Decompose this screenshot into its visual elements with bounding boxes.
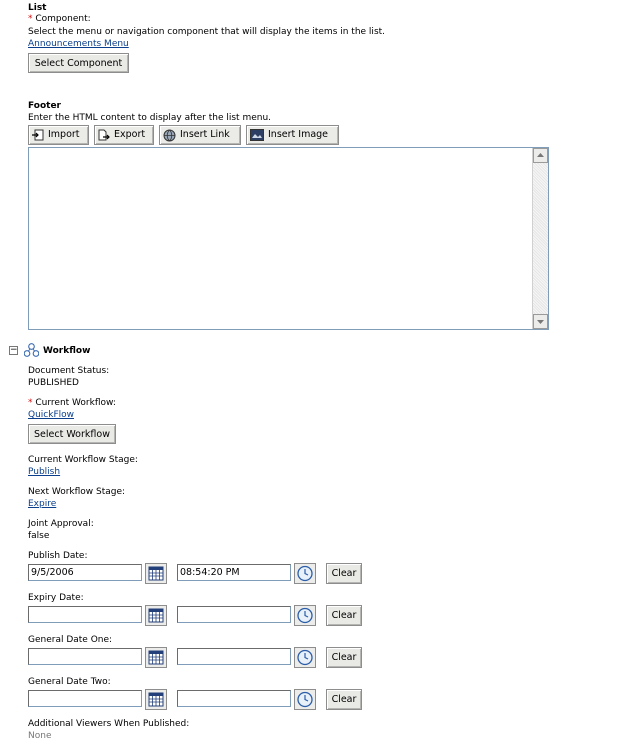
- calendar-icon: [146, 564, 166, 583]
- clock-icon: [295, 648, 315, 667]
- insert-image-button[interactable]: [246, 125, 339, 145]
- current-workflow-label-row: [28, 398, 116, 409]
- export-button[interactable]: [94, 125, 154, 145]
- select-component-button[interactable]: Select Component: [28, 53, 129, 73]
- workflow-icon: [24, 343, 39, 357]
- joint-approval-label: Joint Approval:: [28, 519, 94, 529]
- insert-link-label: Insert Link: [180, 129, 230, 140]
- list-heading: List: [28, 3, 47, 13]
- current-workflow-link[interactable]: QuickFlow: [28, 410, 74, 420]
- publish-date-input[interactable]: 9/5/2006: [28, 564, 142, 581]
- general-date-two-calendar-button[interactable]: [145, 689, 167, 710]
- calendar-icon: [146, 690, 166, 709]
- import-icon: [32, 129, 44, 141]
- current-workflow-label: Current Workflow:: [35, 398, 116, 408]
- export-icon: [98, 129, 110, 141]
- general-date-two-clear-button[interactable]: Clear: [326, 689, 362, 710]
- insert-image-label: Insert Image: [268, 129, 329, 140]
- general-time-one-clock-button[interactable]: [294, 647, 316, 668]
- general-date-one-input[interactable]: [28, 648, 142, 665]
- component-label: Component:: [35, 14, 91, 24]
- clock-icon: [295, 690, 315, 709]
- expiry-date-input[interactable]: [28, 606, 142, 623]
- clock-icon: [295, 564, 315, 583]
- additional-viewers-value: None: [28, 731, 52, 741]
- insert-link-button[interactable]: [159, 125, 241, 145]
- calendar-icon: [146, 606, 166, 625]
- expiry-date-clear-button[interactable]: Clear: [326, 605, 362, 626]
- arrow-down-icon: [534, 315, 547, 328]
- arrow-up-icon: [534, 149, 547, 162]
- general-date-two-input[interactable]: [28, 690, 142, 707]
- footer-heading: Footer: [28, 101, 61, 111]
- next-stage-label: Next Workflow Stage:: [28, 487, 126, 497]
- select-workflow-button[interactable]: Select Workflow: [28, 424, 116, 444]
- scroll-up-arrow[interactable]: [533, 148, 548, 163]
- document-status-label: Document Status:: [28, 366, 110, 376]
- additional-viewers-label: Additional Viewers When Published:: [28, 719, 190, 729]
- general-time-two-clock-button[interactable]: [294, 689, 316, 710]
- required-mark: *: [28, 398, 33, 408]
- general-date-one-clear-button[interactable]: Clear: [326, 647, 362, 668]
- globe-icon: [163, 129, 176, 142]
- import-label: Import: [48, 129, 80, 140]
- expiry-time-clock-button[interactable]: [294, 605, 316, 626]
- calendar-icon: [146, 648, 166, 667]
- scroll-down-arrow[interactable]: [533, 314, 548, 329]
- current-stage-label: Current Workflow Stage:: [28, 455, 138, 465]
- expiry-date-label: Expiry Date:: [28, 593, 84, 603]
- publish-time-input[interactable]: 08:54:20 PM: [177, 564, 291, 581]
- document-status-value: PUBLISHED: [28, 378, 79, 388]
- general-date-one-label: General Date One:: [28, 635, 113, 645]
- general-date-one-calendar-button[interactable]: [145, 647, 167, 668]
- workflow-title: Workflow: [43, 346, 91, 356]
- joint-approval-value: false: [28, 531, 50, 541]
- general-time-two-input[interactable]: [177, 690, 291, 707]
- import-button[interactable]: [28, 125, 89, 145]
- current-stage-link[interactable]: Publish: [28, 467, 61, 477]
- expiry-date-calendar-button[interactable]: [145, 605, 167, 626]
- footer-help: Enter the HTML content to display after the list menu.: [28, 113, 272, 123]
- publish-date-calendar-button[interactable]: [145, 563, 167, 584]
- image-icon: [250, 129, 264, 141]
- editor-scrollbar[interactable]: [532, 148, 548, 329]
- component-label-row: [28, 14, 91, 25]
- workflow-collapse-toggle[interactable]: −: [10, 345, 18, 355]
- export-label: Export: [114, 129, 146, 140]
- expiry-time-input[interactable]: [177, 606, 291, 623]
- next-stage-link[interactable]: Expire: [28, 499, 57, 509]
- component-help: Select the menu or navigation component that will display the items in the list.: [28, 27, 386, 37]
- publish-date-label: Publish Date:: [28, 551, 88, 561]
- clock-icon: [295, 606, 315, 625]
- component-link[interactable]: Announcements Menu: [28, 39, 129, 49]
- general-time-one-input[interactable]: [177, 648, 291, 665]
- publish-time-clock-button[interactable]: [294, 563, 316, 584]
- publish-date-clear-button[interactable]: Clear: [326, 563, 362, 584]
- required-mark: *: [28, 14, 33, 24]
- footer-html-editor[interactable]: [28, 147, 549, 330]
- general-date-two-label: General Date Two:: [28, 677, 111, 687]
